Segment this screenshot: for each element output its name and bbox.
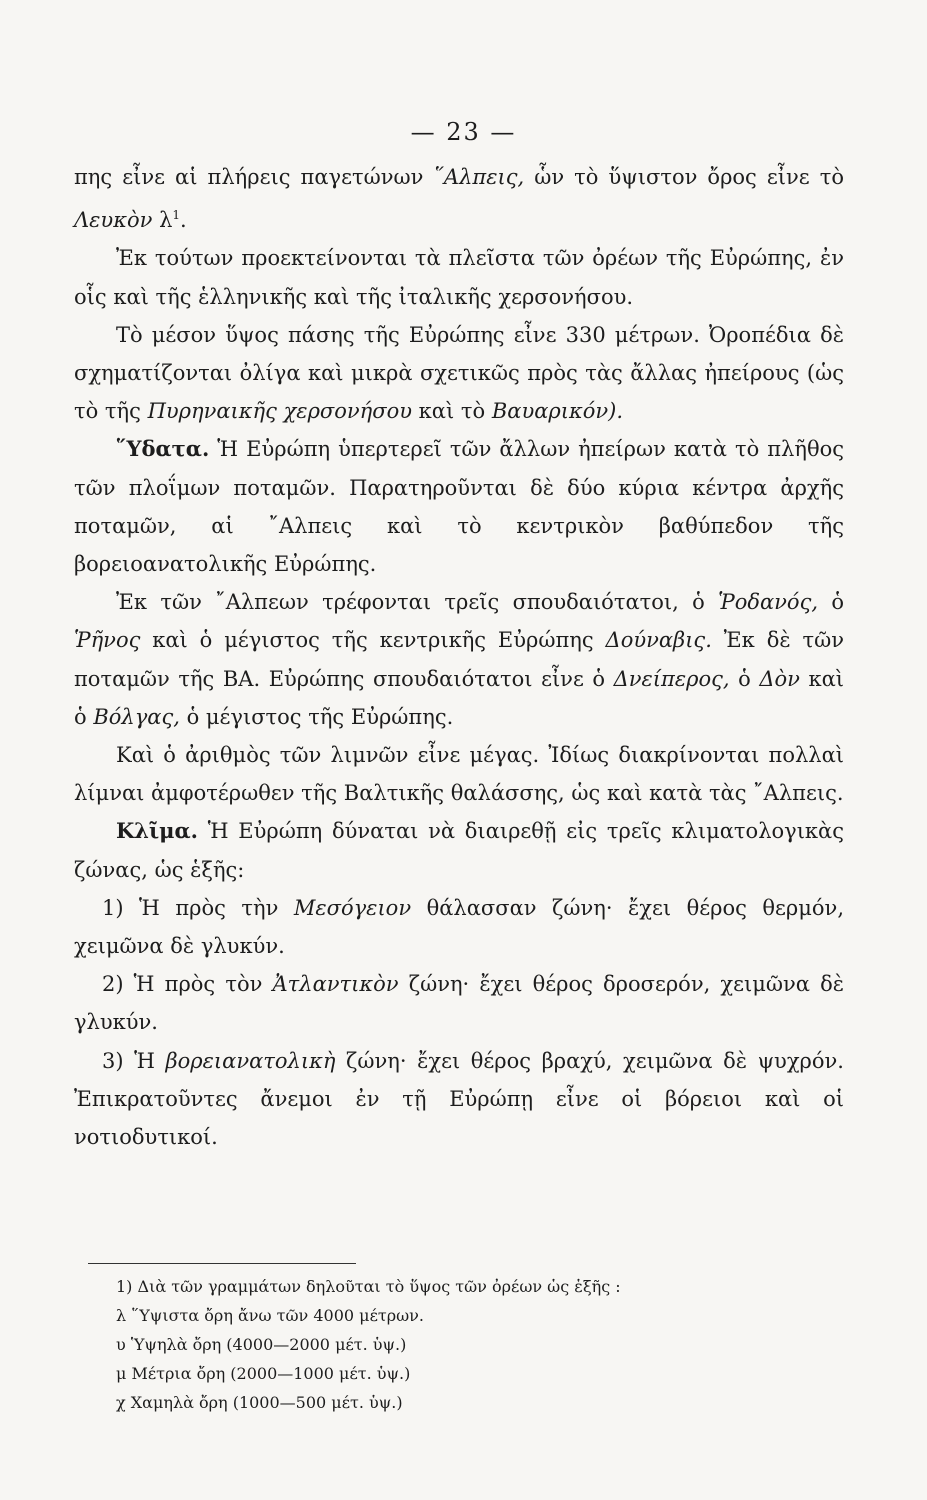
italic-term: Πυρηναικῆς bbox=[147, 399, 277, 424]
text-span: θάλασσαν ζώνη· ἔχει θέρος θερμόν, χειμῶνα δὲ γλυκύν. bbox=[74, 895, 844, 959]
main-text bbox=[74, 158, 844, 1156]
italic-term: Ῥῆνος bbox=[74, 628, 141, 653]
paragraph-lakes: Καὶ ὁ ἀριθμὸς τῶν λιμνῶν εἶνε μέγας. Ἰδίως διακρίνονται πολλαὶ λίμναι ἀμφοτέρωθεν τῆς Βαλτικῆς θαλάσσης, ὡς καὶ κατὰ τὰς ῎Αλπεις. bbox=[74, 743, 844, 806]
italic-term: βορειανατολικὴ bbox=[165, 1048, 336, 1073]
italic-term: Δούναβις. bbox=[605, 628, 712, 653]
italic-term: Δνείπερος, bbox=[613, 666, 730, 691]
text-span: καὶ τὸ bbox=[412, 399, 492, 424]
climate-zone-item bbox=[74, 889, 844, 965]
footnotes bbox=[116, 1272, 816, 1417]
text-span: ὁ bbox=[729, 666, 760, 691]
italic-term: ῞Αλπεις, bbox=[433, 165, 525, 189]
climate-zone-item bbox=[74, 965, 844, 1041]
text-span: Ἡ Εὐρώπη δύναται νὰ διαιρεθῇ εἰς τρεῖς κλιματολογικὰς ζώνας, ὡς ἑξῆς: bbox=[74, 819, 844, 882]
italic-term: Βαυαρικόν). bbox=[491, 399, 624, 424]
text-span: Ἡ Εὐρώπη ὑπερτερεῖ τῶν ἄλλων ἠπείρων κατὰ τὸ πλῆθος τῶν πλοΐμων ποταμῶν. Παρατηροῦνται δὲ δύο κύρια κέντρα ἀρχῆς ποταμῶν, αἱ ῎Αλπεις καὶ τὸ κεντρικὸν βαθύπεδον τῆς βορειοανατολικῆς Εὐρώπης. bbox=[74, 437, 844, 577]
paragraph-climate bbox=[74, 812, 844, 888]
text-span: Ἐκ δὲ τῶν ποταμῶν τῆς ΒΑ. Εὐρώπης σπουδαιότατοι εἶνε ὁ bbox=[74, 628, 845, 691]
climate-zone-item bbox=[74, 1042, 844, 1157]
text-span: ὁ bbox=[818, 590, 844, 615]
text-span: καὶ ὁ μέγιστος τῆς κεντρικῆς Εὐρώπης bbox=[140, 628, 606, 653]
section-heading-climate: Κλῖμα. bbox=[116, 818, 198, 844]
paragraph-elevation bbox=[74, 316, 844, 431]
paragraph-alps bbox=[74, 158, 844, 239]
text-span: Τὸ μέσον ὕψος πάσης τῆς Εὐρώπης εἶνε 330 μέτρων. Ὀροπέδια δὲ σχηματίζονται ὀλίγα καὶ μικρὰ σχετικῶς πρὸς τὰς ἄλλας ἠπείρους (ὡς τὸ τῆς bbox=[74, 322, 844, 424]
text-span: ζώνη· ἔχει θέρος βραχύ, χειμῶνα δὲ ψυχρόν. Ἐπικρατοῦντες ἄνεμοι ἐν τῇ Εὐρώπῃ εἶνε οἱ βόρειοι καὶ οἱ νοτιοδυτικοί. bbox=[74, 1048, 844, 1150]
text-span: ζώνη· ἔχει θέρος δροσερόν, χειμῶνα δὲ γλυκύν. bbox=[74, 972, 844, 1035]
paragraph-waters bbox=[74, 430, 844, 583]
italic-term: Βόλγας, bbox=[93, 704, 180, 729]
text-span: πης εἶνε αἱ πλήρεις παγετώνων bbox=[74, 165, 434, 189]
italic-term: Μεσόγειον bbox=[293, 895, 412, 920]
footnote-line: λ ῞Υψιστα ὄρη ἄνω τῶν 4000 μέτρων. bbox=[116, 1306, 424, 1325]
text-span: ὁ μέγιστος τῆς Εὐρώπης. bbox=[179, 704, 454, 729]
italic-term: Ῥοδανός, bbox=[718, 590, 819, 615]
italic-term: Δὸν bbox=[759, 666, 800, 691]
text-span: . bbox=[180, 208, 187, 233]
paragraph-mountains: Ἐκ τούτων προεκτείνονται τὰ πλεῖστα τῶν ὀρέων τῆς Εὐρώπης, ἐν οἷς καὶ τῆς ἑλληνικῆς καὶ τῆς ἰταλικῆς χερσονήσου. bbox=[74, 246, 844, 309]
footnote-line: χ Χαμηλὰ ὄρη (1000—500 μέτ. ὑψ.) bbox=[116, 1393, 403, 1412]
footnote-line: μ Μέτρια ὄρη (2000—1000 μέτ. ὑψ.) bbox=[116, 1364, 411, 1383]
text-span: 3) Ἡ bbox=[102, 1048, 166, 1073]
text-span: λ bbox=[152, 208, 173, 233]
text-span: καὶ ὁ bbox=[74, 666, 844, 729]
italic-term: χερσονήσου bbox=[283, 399, 412, 424]
section-heading-waters: ῞Υδατα. bbox=[116, 436, 210, 462]
text-span: 2) Ἡ πρὸς τὸν bbox=[102, 972, 273, 997]
paragraph-rivers bbox=[74, 583, 844, 736]
italic-term: Ἀτλαντικὸν bbox=[272, 972, 399, 997]
footnote-ref: 1 bbox=[172, 208, 181, 223]
footnote-line: 1) Διὰ τῶν γραμμάτων δηλοῦται τὸ ὕψος τῶν ὀρέων ὡς ἑξῆς : bbox=[116, 1277, 621, 1296]
text-span bbox=[277, 399, 284, 423]
text-span: Ἐκ τῶν ῎Αλπεων τρέφονται τρεῖς σπουδαιότατοι, ὁ bbox=[116, 590, 719, 615]
footnote-line: υ Ὑψηλὰ ὄρη (4000—2000 μέτ. ὑψ.) bbox=[116, 1335, 407, 1354]
page-number: — 23 — bbox=[410, 118, 517, 146]
text-span: ὧν τὸ ὕψιστον ὄρος εἶνε τὸ bbox=[524, 165, 844, 189]
footnote-divider bbox=[88, 1263, 356, 1264]
italic-term: Λευκὸν bbox=[74, 208, 153, 233]
text-span: 1) Ἡ πρὸς τὴν bbox=[102, 895, 294, 920]
